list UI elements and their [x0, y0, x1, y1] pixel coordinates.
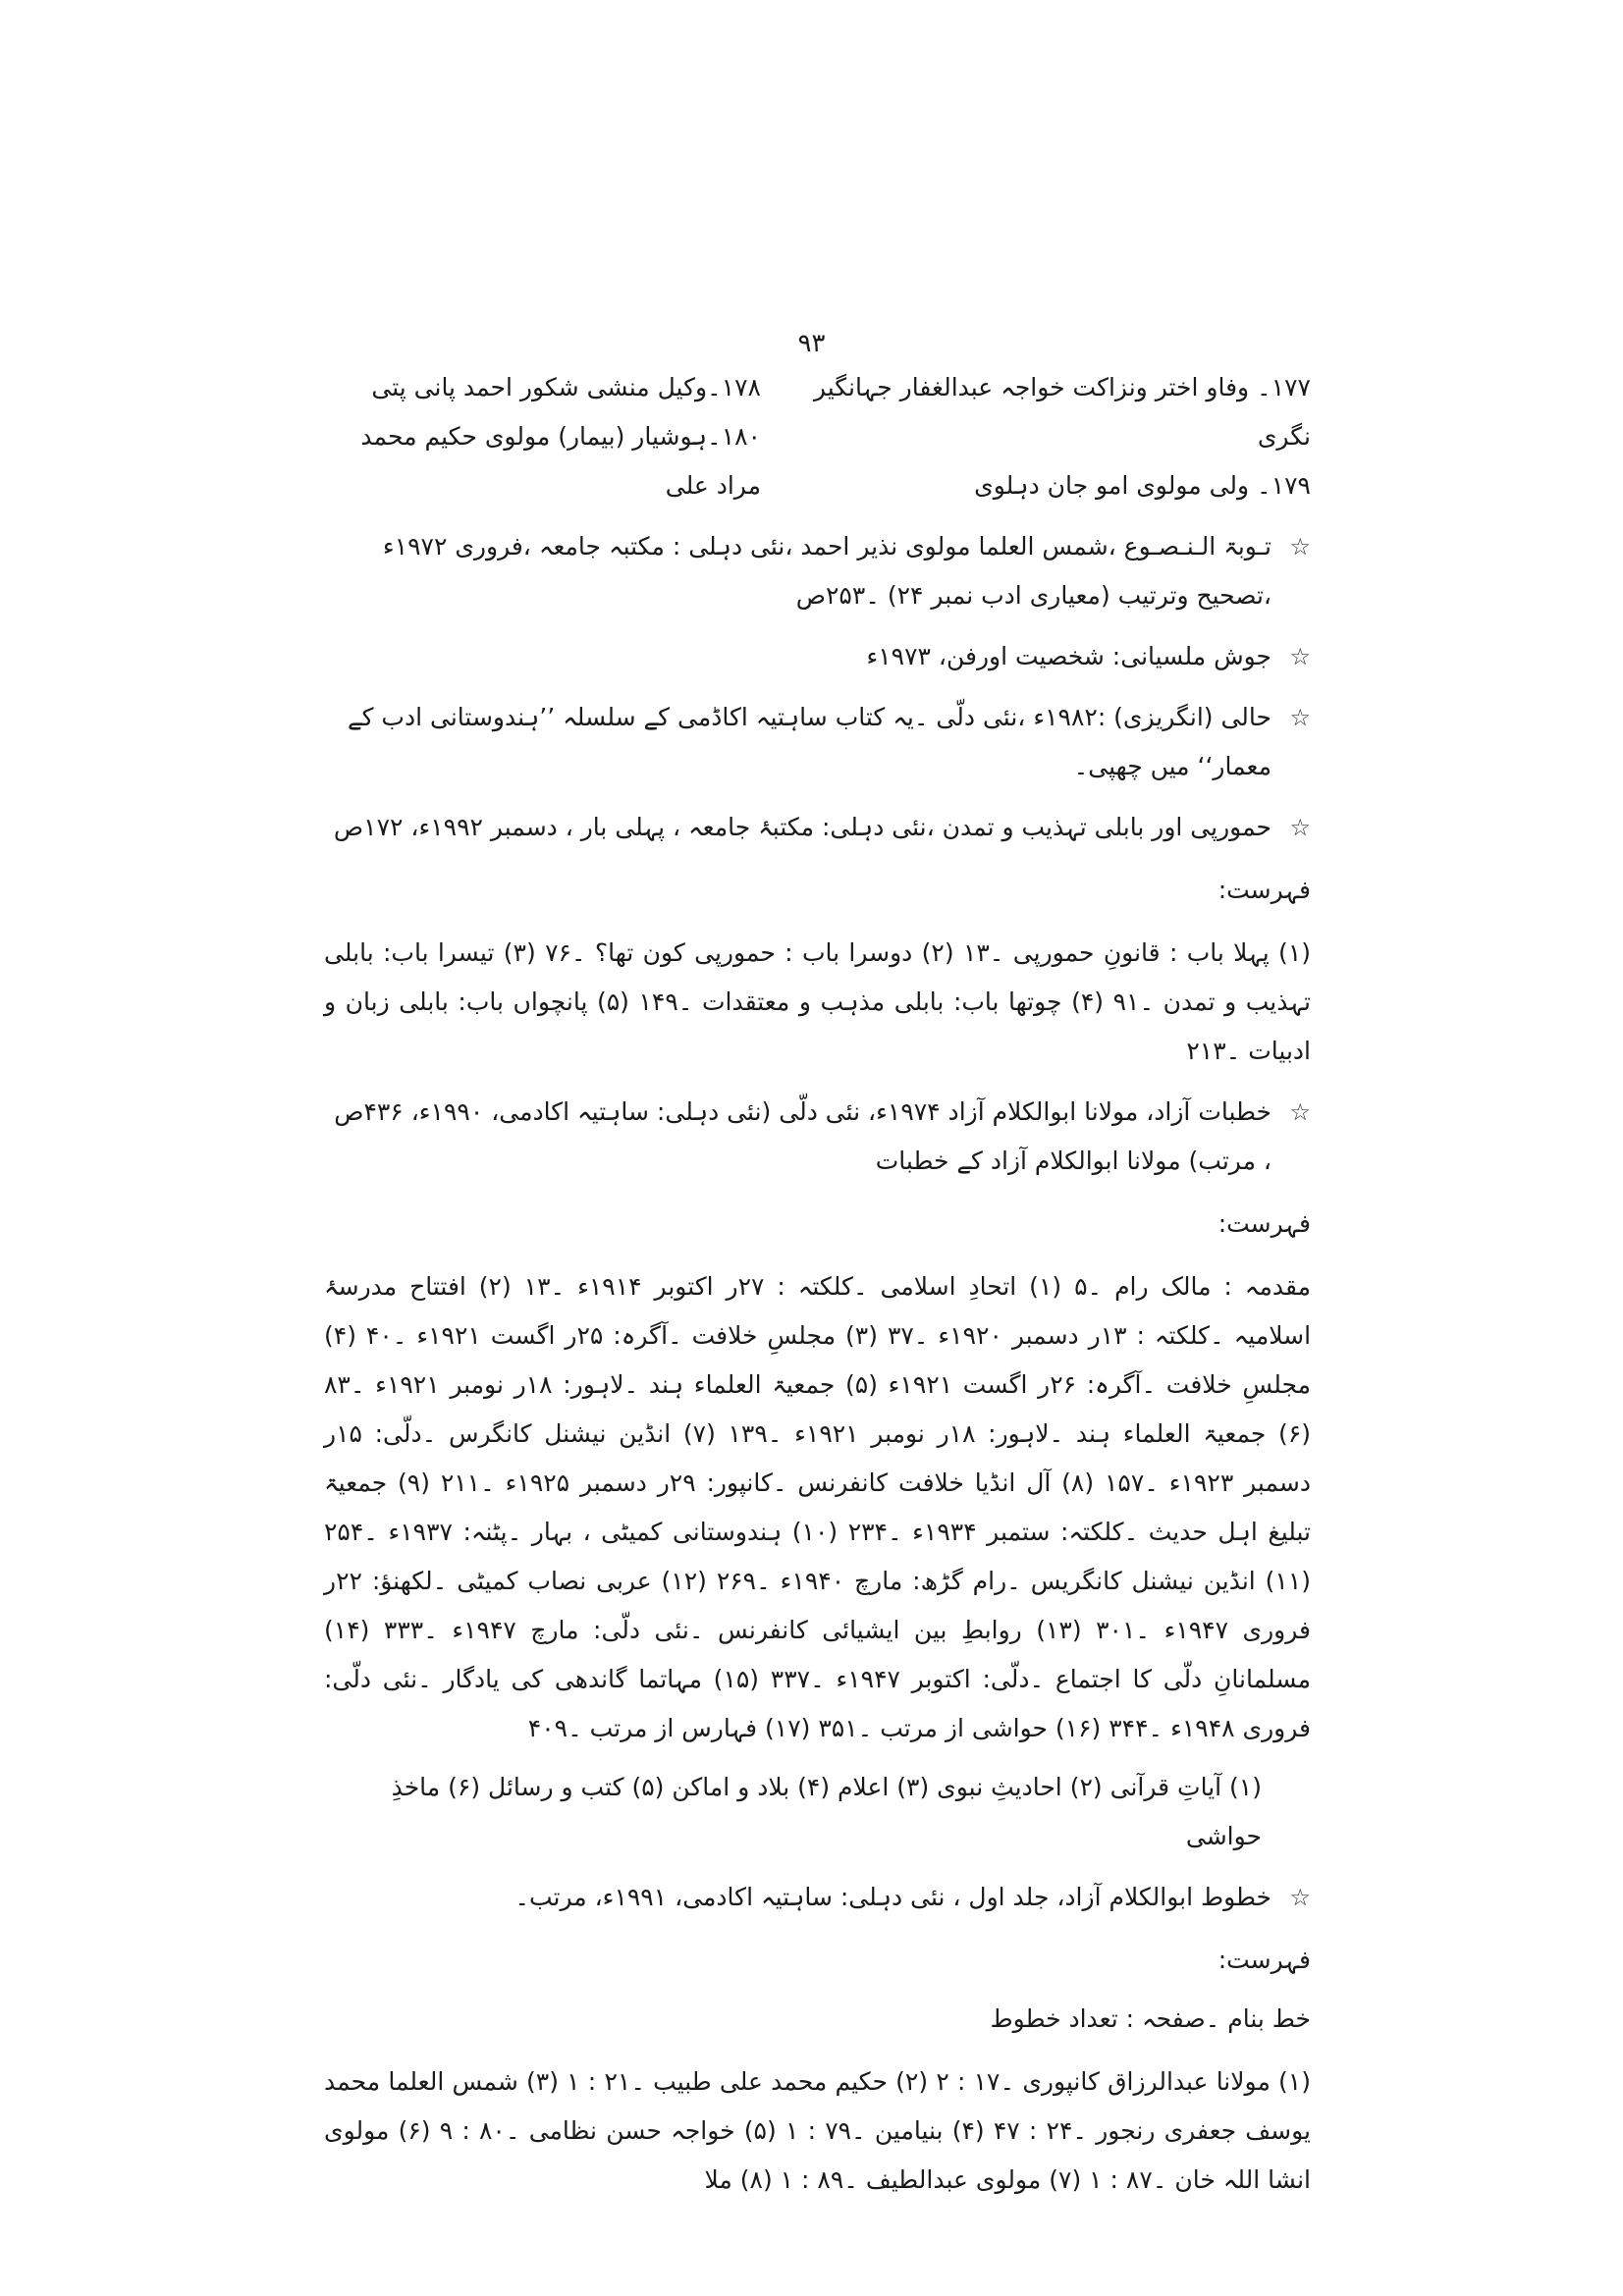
star-icon: ☆ [1289, 533, 1311, 561]
entry-text: حالی (انگریزی) :۱۹۸۲ء ،نئی دلّی ۔یہ کتاب ساہتیہ اکاڈمی کے سلسلہ ’’ہندوستانی ادب کے معمار‘‘ میں چھپی۔ [347, 703, 1271, 780]
page-number: ۹۳ [797, 329, 826, 358]
entry-178: ۱۷۸۔وکیل منشی شکور احمد پانی پتی [371, 373, 761, 401]
star-icon: ☆ [1289, 1884, 1311, 1911]
bibliography-entry [324, 693, 1311, 791]
entry-177: ۱۷۷۔ وفاو اختر ونزاکت خواجہ عبدالغفار جہانگیر نگری [813, 373, 1311, 451]
contents-heading: فہرست: [1217, 876, 1311, 904]
contents-paragraph: (۱) مولانا عبدالرزاق کانپوری ۔۱۷ : ۲ (۲) حکیم محمد علی طبیب ۔۲۱ : ۱ (۳) شمس العلما محمد یوسف جعفری رنجور ۔۲۴ : ۴۷ (۴) بنیامین ۔۷۹ : ۱ (۵) خواجہ حسن نظامی ۔۸۰ : ۹ (۶) مولوی انشا اللہ خان ۔۸۷ : ۱ (۷) مولوی عبدالطیف ۔۸۹ : ۱ (۸) ملا [324, 2067, 1311, 2194]
star-icon: ☆ [1289, 814, 1311, 841]
star-icon: ☆ [1289, 643, 1311, 670]
entry-179: ۱۷۹۔ ولی مولوی امو جان دہلوی [974, 471, 1311, 500]
bibliography-entry [324, 522, 1311, 620]
main-content [324, 324, 1311, 2205]
bibliography-entry [324, 803, 1311, 852]
letters-caption: خط بنام ۔صفحہ : تعداد خطوط [990, 2004, 1311, 2033]
entry-column-left [339, 363, 761, 510]
contents-paragraph: مقدمہ : مالک رام ۔۵ (۱) اتحادِ اسلامی ۔کلکتہ : ۲۷ر اکتوبر ۱۹۱۴ء ۔۱۳ (۲) افتتاح مدرسۂ اسلامیہ ۔کلکتہ : ۱۳ر دسمبر ۱۹۲۰ء ۔۳۷ (۳) مجلسِ خلافت ۔آگرہ: ۲۵ر اگست ۱۹۲۱ء ۔۴۰ (۴) مجلسِ خلافت ۔آگرہ: ۲۶ر اگست ۱۹۲۱ء (۵) جمعیۃ العلماء ہند ۔لاہور: ۱۸ر نومبر ۱۹۲۱ء ۔۸۳ (۶) جمعیۃ العلماء ہند ۔لاہور: ۱۸ر نومبر ۱۹۲۱ء ۔۱۳۹ (۷) انڈین نیشنل کانگرس ۔دلّی: ۱۵ر دسمبر ۱۹۲۳ء ۔۱۵۷ (۸) آل انڈیا خلافت کانفرنس ۔کانپور: ۲۹ر دسمبر ۱۹۲۵ء ۔۲۱۱ (۹) جمعیۃ تبلیغ اہل حدیث ۔کلکتہ: ستمبر ۱۹۳۴ء ۔۲۳۴ (۱۰) ہندوستانی کمیٹی ، بہار ۔پٹنہ: ۱۹۳۷ء ۔۲۵۴ (۱۱) انڈین نیشنل کانگریس ۔رام گڑھ: مارچ ۱۹۴۰ء ۔۲۶۹ (۱۲) عربی نصاب کمیٹی ۔لکھنؤ: ۲۲ر فروری ۱۹۴۷ء ۔۳۰۱ (۱۳) روابطِ بین ایشیائی کانفرنس ۔نئی دلّی: مارچ ۱۹۴۷ء ۔۳۳۳ (۱۴) مسلمانانِ دلّی کا اجتماع ۔دلّی: اکتوبر ۱۹۴۷ء ۔۳۳۷ (۱۵) مہاتما گاندھی کی یادگار ۔نئی دلّی: فروری ۱۹۴۸ء ۔۳۴۴ (۱۶) حواشی از مرتب ۔۳۵۱ (۱۷) فہارس از مرتب ۔۴۰۹ [324, 1272, 1312, 1742]
star-icon: ☆ [1289, 1098, 1311, 1126]
bibliography-entry [324, 1088, 1311, 1186]
entry-columns [324, 363, 1311, 510]
entry-text: جوش ملسیانی: شخصیت اورفن، ۱۹۷۳ء [866, 642, 1271, 670]
bibliography-entry [324, 632, 1311, 681]
star-icon: ☆ [1289, 704, 1311, 731]
entry-text: حمورپی اور بابلی تہذیب و تمدن ،نئی دہلی: مکتبۂ جامعہ ، پہلی بار ، دسمبر ۱۹۹۲ء، ۱۷۲ص [333, 813, 1271, 841]
entry-column-right [761, 363, 1311, 510]
contents-heading: فہرست: [1217, 1946, 1311, 1974]
bibliography-entry [324, 1873, 1311, 1922]
contents-paragraph: (۱) پہلا باب : قانونِ حمورپی ۔۱۳ (۲) دوسرا باب : حمورپی کون تھا؟ ۔۷۶ (۳) تیسرا باب: بابلی تہذیب و تمدن ۔۹۱ (۴) چوتھا باب: بابلی مذہب و معتقدات ۔۱۴۹ (۵) پانچواں باب: بابلی زبان و ادبیات ۔۲۱۳ [324, 938, 1312, 1065]
entry-180: ۱۸۰۔ہوشیار (بیمار) مولوی حکیم محمد مراد علی [360, 422, 761, 500]
index-list: (۱) آیاتِ قرآنی (۲) احادیثِ نبوی (۳) اعلام (۴) بلاد و اماکن (۵) کتب و رسائل (۶) ماخذِ حواشی [391, 1773, 1262, 1850]
entry-text: تـوبۃ الـنـصـوع ،شمس العلما مولوی نذیر احمد ،نئی دہلی : مکتبہ جامعہ ،فروری ۱۹۷۲ء ،تصحیح وترتیب (معیاری ادب نمبر ۲۴) ۔۲۵۳ص [382, 532, 1271, 610]
contents-heading: فہرست: [1217, 1209, 1311, 1238]
entry-text: خطبات آزاد، مولانا ابوالکلام آزاد ۱۹۷۴ء، نئی دلّی (نئی دہلی: ساہتیہ اکادمی، ۱۹۹۰ء، ۴۳۶ص ، مرتب) مولانا ابوالکلام آزاد کے خطبات [334, 1097, 1271, 1175]
entry-text: خطوط ابوالکلام آزاد، جلد اول ، نئی دہلی: ساہتیہ اکادمی، ۱۹۹۱ء، مرتب۔ [514, 1883, 1271, 1911]
